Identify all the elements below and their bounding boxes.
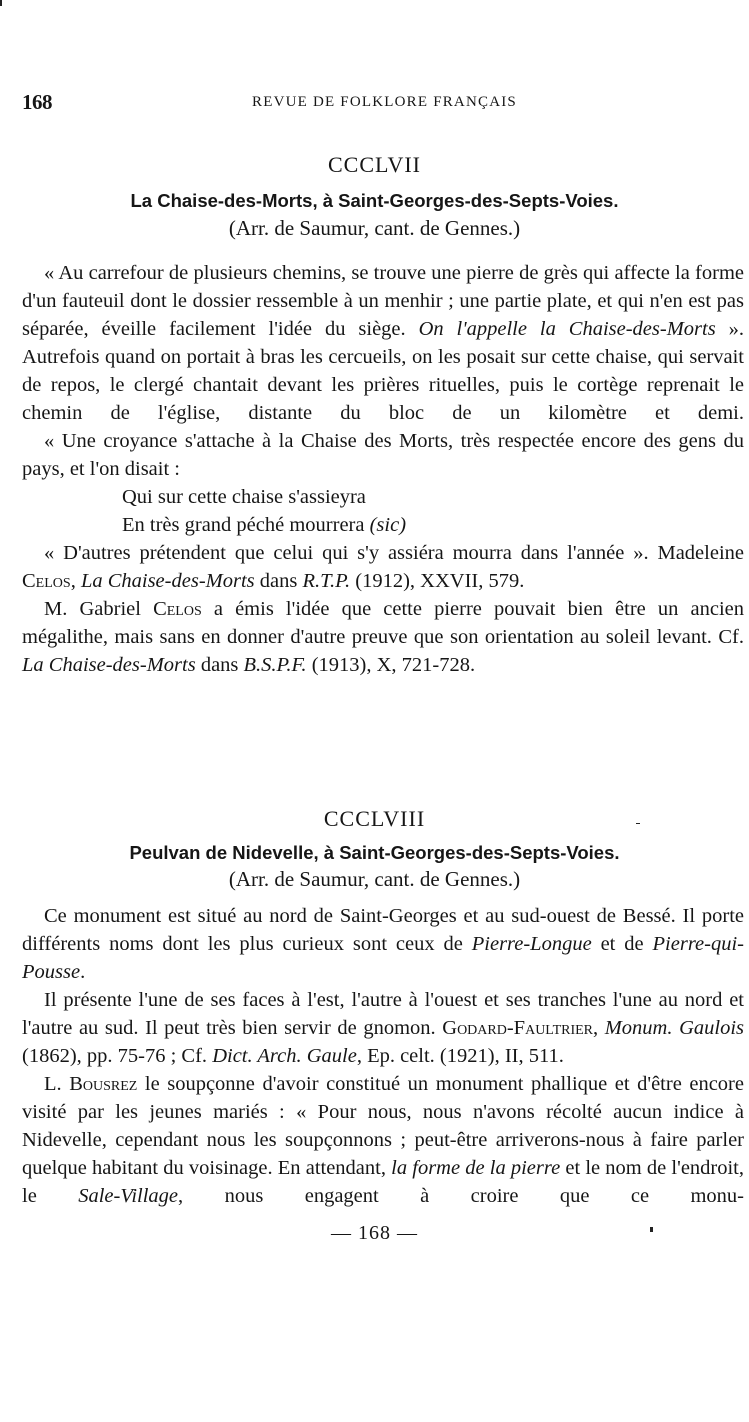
paragraph: Ce monument est situé au nord de Saint-Georges et au sud-ouest de Bessé. Il porte différents noms dont les plus curieux sont ceux de Pierre-Longue et de Pierre-qui-Pousse. [22,905,744,983]
verse-line: En très grand péché mourrera (sic) [122,514,407,536]
running-title: REVUE DE FOLKLORE FRANÇAIS [252,94,517,110]
print-speck [650,1227,653,1232]
verse-line: Qui sur cette chaise s'assieyra [122,486,366,508]
page-header [22,90,727,116]
section-number: CCCLVII [328,152,421,177]
print-speck [0,0,2,6]
paragraph: Il présente l'une de ses faces à l'est, l'autre à l'ouest et ses tranches l'une au nord et l'autre au sud. Il peut très bien servir de gnomon. Godard-Faultrier, Monum. Gaulois (1862), pp. 75-76 ; Cf. Dict. Arch. Gaule, Ep. celt. (1921), II, 511. [22,989,745,1067]
paragraph: « D'autres prétendent que celui qui s'y assiéra mourra dans l'année ». Madeleine Celos, La Chaise-des-Morts dans R.T.P. (1912), XXVII, 579. [22,542,744,592]
section-title: La Chaise-des-Morts, à Saint-Georges-des-Septs-Voies. [130,190,619,211]
section-subtitle: (Arr. de Saumur, cant. de Gennes.) [228,867,521,891]
paragraph: « Une croyance s'attache à la Chaise des Morts, très respectée encore des gens du pays, et l'on disait : [22,430,744,480]
paragraph: L. Bousrez le soupçonne d'avoir constitué un monument phallique et d'être encore visité par les jeunes mariés : « Pour nous, nous n'avons récolté aucun indice à Nidevelle, cependant nous les soupçonnons ; peut-être arriverons-nous à faire parler quelque habitant du voisinage. En attendant, la forme de la pierre et le nom de l'endroit, le Sale-Village, nous engagent à croire que ce monu- [22,1073,745,1207]
paragraph: M. Gabriel Celos a émis l'idée que cette pierre pouvait bien être un ancien mégalithe, mais sans en donner d'autre preuve que son orientation au soleil levant. Cf. La Chaise-des-Morts dans B.S.P.F. (1913), X, 721-728. [22,598,744,676]
section-body [22,259,744,679]
page-folio: — 168 — [331,1222,418,1244]
section-subtitle: (Arr. de Saumur, cant. de Gennes.) [228,216,521,240]
print-speck [636,823,640,824]
section-number: CCCLVIII [323,806,426,831]
section-body [22,902,744,1210]
page-number: 168 [22,90,52,114]
paragraph: « Au carrefour de plusieurs chemins, se trouve une pierre de grès qui affecte la forme d'un fauteuil dont le dossier ressemble à un menhir ; une partie plate, et qui n'en est pas séparée, éveille facilement l'idée du siège. On l'appelle la Chaise-des-Morts ». Autrefois quand on portait à bras les cercueils, on les posait sur cette chaise, qui servait de repos, le clergé chantait devant les prières rituelles, puis le cortège reprenait le chemin de l'église, distante du bloc de un kilomètre et demi. [22,262,745,424]
section-title: Peulvan de Nidevelle, à Saint-Georges-des-Septs-Voies. [129,842,620,863]
